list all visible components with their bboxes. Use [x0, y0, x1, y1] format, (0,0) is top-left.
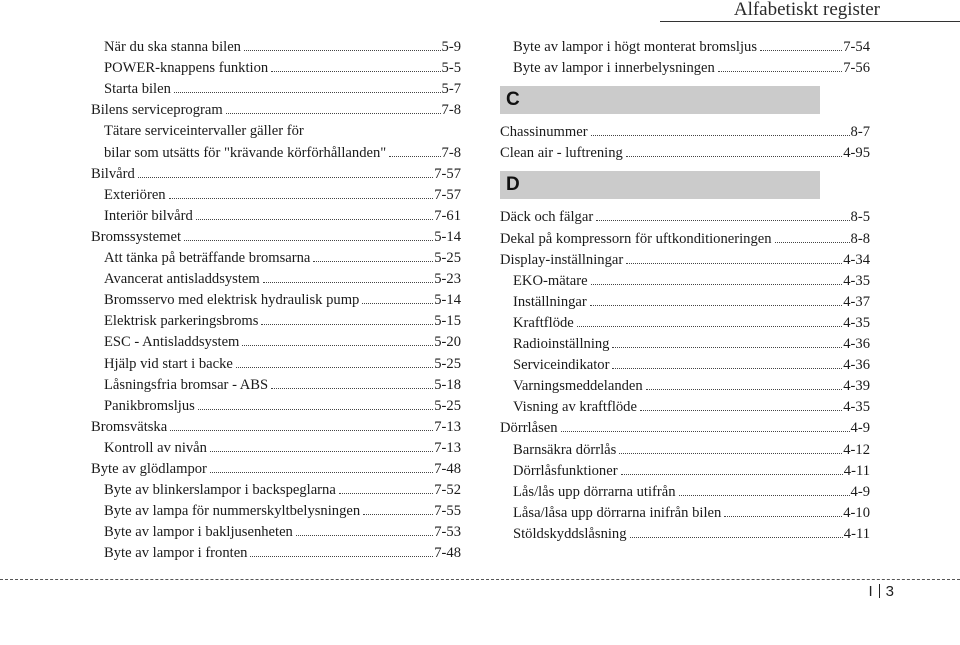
index-entry — [91, 77, 461, 98]
index-column-left — [91, 35, 461, 562]
section-header-c — [500, 86, 820, 114]
index-entry — [91, 225, 461, 246]
entry-page: 8-7 — [850, 124, 870, 141]
index-entry — [91, 499, 461, 520]
index-entry — [91, 520, 461, 541]
entry-page: 4-12 — [843, 441, 870, 458]
entry-label: Dörrlåsen — [500, 420, 558, 437]
entry-page: 4-34 — [843, 251, 870, 268]
index-entry — [500, 332, 870, 353]
entry-page: 7-13 — [434, 439, 461, 456]
entry-page: 5-14 — [434, 228, 461, 245]
entry-page: 4-39 — [843, 378, 870, 395]
entry-page: 7-13 — [434, 418, 461, 435]
page-number-separator — [879, 584, 880, 598]
index-entry — [91, 394, 461, 415]
entry-page: 5-20 — [434, 334, 461, 351]
entry-label: Dekal på kompressorn för uftkonditioneringen — [500, 230, 772, 247]
index-entry — [500, 226, 870, 247]
entry-label: Kontroll av nivån — [104, 439, 207, 456]
index-entry — [500, 522, 870, 543]
dot-leader — [362, 303, 433, 304]
entry-page: 4-11 — [843, 462, 870, 479]
entry-label: Serviceindikator — [513, 357, 610, 374]
dot-leader — [621, 474, 843, 475]
entry-label: Däck och fälgar — [500, 209, 594, 226]
index-entry — [500, 311, 870, 332]
entry-page: 7-8 — [441, 102, 461, 119]
entry-label: Chassinummer — [500, 124, 588, 141]
index-entry — [91, 56, 461, 77]
dot-leader — [313, 261, 433, 262]
entry-page: 7-57 — [434, 186, 461, 203]
index-entry — [91, 267, 461, 288]
entry-label: Visning av kraftflöde — [513, 399, 637, 416]
entry-label: Kraftflöde — [513, 314, 574, 331]
header-rule — [660, 21, 960, 22]
dot-leader — [138, 177, 433, 178]
index-entry — [91, 309, 461, 330]
dot-leader — [590, 305, 842, 306]
index-entry — [91, 204, 461, 225]
index-entry — [91, 98, 461, 119]
index-list-continued — [500, 35, 870, 77]
dot-leader — [724, 516, 842, 517]
dot-leader — [646, 389, 843, 390]
index-entry — [500, 290, 870, 311]
dot-leader — [612, 347, 842, 348]
index-entry — [500, 374, 870, 395]
dot-leader — [261, 324, 433, 325]
dot-leader — [271, 71, 440, 72]
dot-leader — [198, 409, 433, 410]
footer-rule — [0, 579, 960, 580]
entry-label: Byte av lampor i fronten — [104, 545, 248, 562]
entry-label: EKO-mätare — [513, 272, 588, 289]
index-entry — [91, 246, 461, 267]
entry-label: Avancerat antisladdsystem — [104, 271, 260, 288]
index-entry — [91, 35, 461, 56]
dot-leader — [389, 156, 440, 157]
dot-leader — [170, 430, 433, 431]
entry-page: 7-56 — [843, 60, 870, 77]
dot-leader — [244, 50, 441, 51]
dot-leader — [210, 472, 433, 473]
index-entry — [500, 205, 870, 226]
entry-page: 8-5 — [850, 209, 870, 226]
dot-leader — [174, 92, 441, 93]
entry-page: 4-10 — [843, 504, 870, 521]
index-entry — [500, 501, 870, 522]
entry-label: Bilens serviceprogram — [91, 102, 223, 119]
dot-leader — [577, 326, 842, 327]
index-entry — [500, 35, 870, 56]
dot-leader — [591, 284, 843, 285]
entry-page: 4-36 — [843, 336, 870, 353]
dot-leader — [196, 219, 433, 220]
dot-leader — [210, 451, 433, 452]
index-list-c — [500, 120, 870, 162]
entry-label: Clean air - luftrening — [500, 145, 623, 162]
entry-label: Inställningar — [513, 293, 587, 310]
entry-page: 4-9 — [850, 420, 870, 437]
dot-leader — [640, 410, 842, 411]
index-entry — [500, 269, 870, 290]
entry-label: Bromsvätska — [91, 418, 168, 435]
dot-leader — [339, 493, 433, 494]
index-entry — [91, 162, 461, 183]
section-letter: D — [506, 174, 520, 196]
dot-leader — [626, 263, 842, 264]
entry-label: Barnsäkra dörrlås — [513, 441, 617, 458]
entry-label: Panikbromsljus — [104, 397, 195, 414]
entry-label: Lås/lås upp dörrarna utifrån — [513, 483, 676, 500]
dot-leader — [718, 71, 842, 72]
dot-leader — [612, 368, 842, 369]
entry-label: Byte av blinkerslampor i backspeglarna — [104, 482, 336, 499]
entry-page: 4-11 — [843, 525, 870, 542]
entry-page: 5-25 — [434, 397, 461, 414]
section-header-d — [500, 171, 820, 199]
index-entry — [500, 120, 870, 141]
index-column-right — [500, 35, 870, 543]
entry-page: 5-9 — [441, 39, 461, 56]
page-label: 3 — [885, 583, 894, 600]
dot-leader — [236, 367, 433, 368]
entry-label: Låsa/låsa upp dörrarna inifrån bilen — [513, 504, 722, 521]
index-entry — [91, 415, 461, 436]
entry-label: När du ska stanna bilen — [104, 39, 241, 56]
entry-page: 5-7 — [441, 81, 461, 98]
index-entry — [91, 457, 461, 478]
index-entry — [91, 140, 461, 161]
index-entry — [500, 416, 870, 437]
dot-leader — [679, 495, 850, 496]
entry-page: 7-61 — [434, 207, 461, 224]
entry-page: 4-36 — [843, 357, 870, 374]
entry-page: 7-48 — [434, 460, 461, 477]
entry-label: bilar som utsätts för "krävande körförhållanden" — [104, 144, 387, 161]
index-entry — [500, 353, 870, 374]
entry-page: 5-5 — [441, 60, 461, 77]
dot-leader — [169, 198, 434, 199]
dot-leader — [619, 453, 842, 454]
dot-leader — [630, 537, 843, 538]
entry-label: Elektrisk parkeringsbroms — [104, 313, 259, 330]
index-entry — [91, 330, 461, 351]
chapter-label: I — [868, 583, 873, 600]
section-letter: C — [506, 89, 520, 111]
entry-page: 7-57 — [434, 165, 461, 182]
index-entry — [500, 141, 870, 162]
index-entry — [91, 478, 461, 499]
dot-leader — [271, 388, 433, 389]
entry-label: Interiör bilvård — [104, 207, 193, 224]
entry-label: Stöldskyddslåsning — [513, 525, 627, 542]
index-entry — [91, 436, 461, 457]
index-entry-note: Tätare serviceintervaller gäller för — [104, 123, 304, 140]
entry-page: 7-8 — [441, 144, 461, 161]
entry-label: Display-inställningar — [500, 251, 624, 268]
entry-page: 5-25 — [434, 355, 461, 372]
index-entry — [500, 480, 870, 501]
index-entry — [500, 56, 870, 77]
entry-page: 4-35 — [843, 314, 870, 331]
index-entry — [500, 248, 870, 269]
index-entry — [91, 373, 461, 394]
page-header-title: Alfabetiskt register — [733, 0, 880, 20]
entry-label: Byte av lampa för nummerskyltbelysningen — [104, 503, 361, 520]
index-list-d — [500, 205, 870, 543]
entry-page: 7-52 — [434, 482, 461, 499]
entry-label: Starta bilen — [104, 81, 171, 98]
entry-label: Radioinställning — [513, 336, 610, 353]
entry-page: 7-54 — [843, 39, 870, 56]
entry-label: Byte av lampor i bakljusenheten — [104, 524, 293, 541]
index-entry — [91, 183, 461, 204]
dot-leader — [250, 556, 433, 557]
dot-leader — [184, 240, 433, 241]
entry-page: 4-35 — [843, 272, 870, 289]
dot-leader — [760, 50, 842, 51]
entry-page: 8-8 — [850, 230, 870, 247]
entry-page: 4-37 — [843, 293, 870, 310]
entry-label: POWER-knappens funktion — [104, 60, 269, 77]
entry-label: Varningsmeddelanden — [513, 378, 643, 395]
index-entry — [500, 437, 870, 458]
entry-page: 5-15 — [434, 313, 461, 330]
dot-leader — [226, 113, 441, 114]
entry-page: 5-23 — [434, 271, 461, 288]
entry-label: Bromsservo med elektrisk hydraulisk pump — [104, 292, 360, 309]
entry-label: Byte av lampor i innerbelysningen — [513, 60, 715, 77]
index-entry — [500, 459, 870, 480]
dot-leader — [296, 535, 433, 536]
entry-label: Bromssystemet — [91, 228, 181, 245]
entry-page: 7-53 — [434, 524, 461, 541]
entry-page: 5-18 — [434, 376, 461, 393]
dot-leader — [596, 220, 849, 221]
dot-leader — [775, 242, 850, 243]
entry-page: 5-14 — [434, 292, 461, 309]
index-entry — [91, 288, 461, 309]
entry-page: 7-48 — [434, 545, 461, 562]
entry-label: Exteriören — [104, 186, 166, 203]
entry-label: Att tänka på beträffande bromsarna — [104, 250, 311, 267]
page-number — [868, 583, 894, 600]
entry-page: 4-9 — [850, 483, 870, 500]
entry-label: Dörrlåsfunktioner — [513, 462, 618, 479]
dot-leader — [263, 282, 433, 283]
dot-leader — [561, 431, 850, 432]
entry-label: Hjälp vid start i backe — [104, 355, 233, 372]
entry-label: Bilvård — [91, 165, 135, 182]
entry-page: 5-25 — [434, 250, 461, 267]
dot-leader — [363, 514, 433, 515]
index-entry — [91, 541, 461, 562]
dot-leader — [591, 135, 850, 136]
entry-page: 4-35 — [843, 399, 870, 416]
entry-label: Byte av glödlampor — [91, 460, 207, 477]
entry-label: ESC - Antisladdsystem — [104, 334, 240, 351]
dot-leader — [242, 345, 433, 346]
entry-page: 4-95 — [843, 145, 870, 162]
index-entry — [91, 351, 461, 372]
entry-page: 7-55 — [434, 503, 461, 520]
index-entry — [500, 395, 870, 416]
dot-leader — [626, 156, 842, 157]
entry-label: Byte av lampor i högt monterat bromsljus — [513, 39, 758, 56]
entry-label: Låsningsfria bromsar - ABS — [104, 376, 269, 393]
